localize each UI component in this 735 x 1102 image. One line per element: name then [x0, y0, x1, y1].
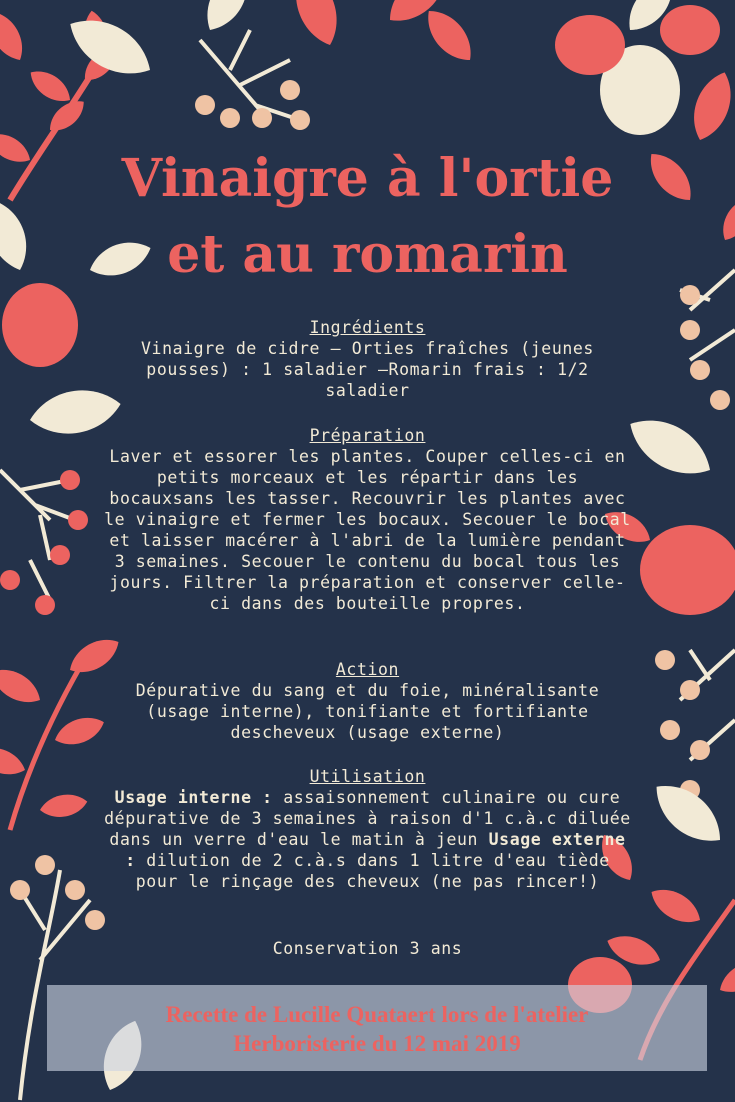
conservation-text: Conservation 3 ans: [272, 939, 463, 958]
internal-use-label: Usage interne :: [114, 788, 273, 807]
footer-line-2: Herboristerie du 12 mai 2019: [233, 1031, 521, 1056]
ingredients-heading: Ingrédients: [309, 318, 426, 337]
berry-sprig-icon: [655, 650, 735, 800]
berry-sprig-icon: [0, 470, 88, 615]
preparation-section: [100, 425, 635, 614]
lemon-icon: [2, 283, 78, 367]
berry-sprig-icon: [680, 270, 735, 410]
title-line-1: Vinaigre à l'ortie: [121, 148, 614, 209]
action-heading: Action: [335, 660, 400, 679]
ingredients-section: [100, 317, 635, 401]
utilisation-section: [100, 766, 635, 892]
title-line-2: et au romarin: [167, 224, 568, 285]
lemon-icon: [640, 525, 735, 615]
footer-line-1: Recette de Lucille Quataert lors de l'atelier: [165, 1002, 589, 1027]
preparation-text: Laver et essorer les plantes. Couper celles-ci en petits morceaux et les répartir dans les bocauxsans les tasser. Recouvrir les plantes avec le vinaigre et fermer les bocaux. Secouer le bocal et laisser macérer à l'abri de la lumière pendant 3 semaines. Secouer le contenu du bocal tous les jours. Filtrer la préparation et conserver celle-ci dans des bouteille propres.: [104, 447, 631, 613]
ingredients-text: Vinaigre de cidre – Orties fraîches (jeunes pousses) : 1 saladier –Romarin frais : 1/2 saladier: [141, 339, 594, 400]
utilisation-heading: Utilisation: [309, 767, 426, 786]
footer-credit: [47, 1000, 707, 1058]
external-use-label: Usage externe :: [125, 830, 626, 870]
preparation-heading: Préparation: [309, 426, 426, 445]
internal-use-text: assaisonnement culinaire ou cure dépurative de 3 semaines à raison d'1 c.à.c diluée dans un verre d'eau le matin à jeun: [104, 788, 631, 849]
action-text: Dépurative du sang et du foie, minéralisante (usage interne), tonifiante et fortifiante descheveux (usage externe): [135, 681, 600, 742]
berry-sprig-icon: [195, 30, 310, 130]
utilisation-text: [100, 787, 635, 892]
external-use-text: dilution de 2 c.à.s dans 1 litre d'eau tiède pour le rinçage des cheveux (ne pas rincer!): [135, 851, 610, 891]
action-section: [100, 659, 635, 743]
